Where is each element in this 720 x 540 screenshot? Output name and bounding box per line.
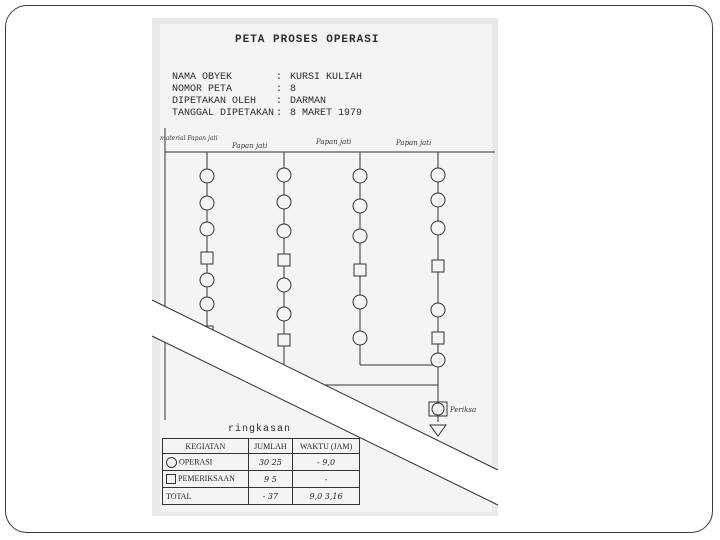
operation-circle — [353, 331, 367, 345]
operation-circle — [200, 169, 214, 183]
table-header-row — [163, 439, 360, 454]
inspection-square — [432, 260, 444, 272]
column-header: WAKTU (JAM) — [293, 439, 360, 454]
operation-circle — [431, 221, 445, 235]
summary-table — [162, 438, 360, 505]
operation-circle — [277, 168, 291, 182]
operation-circle — [353, 199, 367, 213]
header-value: 8 — [290, 84, 297, 95]
operation-circle — [431, 168, 445, 182]
header-row-number: NOMOR PETA : 8 — [172, 84, 297, 95]
header-row-date: TANGGAL DIPETAKAN : 8 MARET 1979 — [172, 108, 363, 119]
column-heading-3: Papan jati — [396, 139, 432, 147]
header-row-object: NAMA OBYEK : KURSI KULIAH — [172, 72, 363, 83]
inspection-symbol-icon — [166, 474, 176, 484]
final-step-label: Periksa — [450, 406, 477, 414]
column-heading-2: Papan jati — [316, 138, 352, 146]
operation-circle — [353, 229, 367, 243]
operation-circle — [200, 273, 214, 287]
operation-circle — [431, 193, 445, 207]
table-row: OPERASI 30 25 - 9,0 — [163, 454, 360, 471]
operation-symbol-icon — [166, 457, 177, 468]
edge-note: material Papan jati — [160, 135, 218, 142]
header-label: TANGGAL DIPETAKAN — [172, 108, 275, 119]
operation-circle — [200, 297, 214, 311]
operation-circle — [277, 307, 291, 321]
table-row-total: TOTAL - 37 9,0 3,16 — [163, 488, 360, 505]
operation-circle — [353, 295, 367, 309]
header-value: KURSI KULIAH — [290, 72, 363, 83]
header-label: NOMOR PETA — [172, 84, 233, 95]
table-row: PEMERIKSAAN 9 5 - — [163, 471, 360, 488]
operation-circle — [431, 353, 445, 367]
operation-circle — [277, 278, 291, 292]
header-row-author: DIPETAKAN OLEH : DARMAN — [172, 96, 327, 107]
operation-circle — [200, 222, 214, 236]
inspection-square — [278, 254, 290, 266]
storage-triangle — [430, 425, 446, 436]
operation-circle — [200, 196, 214, 210]
inspection-square — [278, 334, 290, 346]
operation-circle — [277, 224, 291, 238]
column-header: JUMLAH — [248, 439, 293, 454]
header-label: DIPETAKAN OLEH — [172, 96, 257, 107]
document-title: PETA PROSES OPERASI — [235, 34, 380, 46]
inspection-square — [432, 332, 444, 344]
operation-circle — [431, 303, 445, 317]
operation-circle — [277, 195, 291, 209]
column-header: KEGIATAN — [163, 439, 249, 454]
column-heading-1: Papan jati — [232, 142, 268, 150]
header-label: NAMA OBYEK — [172, 72, 233, 83]
operation-circle — [353, 169, 367, 183]
header-value: 8 MARET 1979 — [290, 108, 363, 119]
header-value: DARMAN — [290, 96, 327, 107]
inspection-square — [201, 252, 213, 264]
summary-title: ringkasan — [228, 424, 292, 435]
inspection-square — [354, 264, 366, 276]
